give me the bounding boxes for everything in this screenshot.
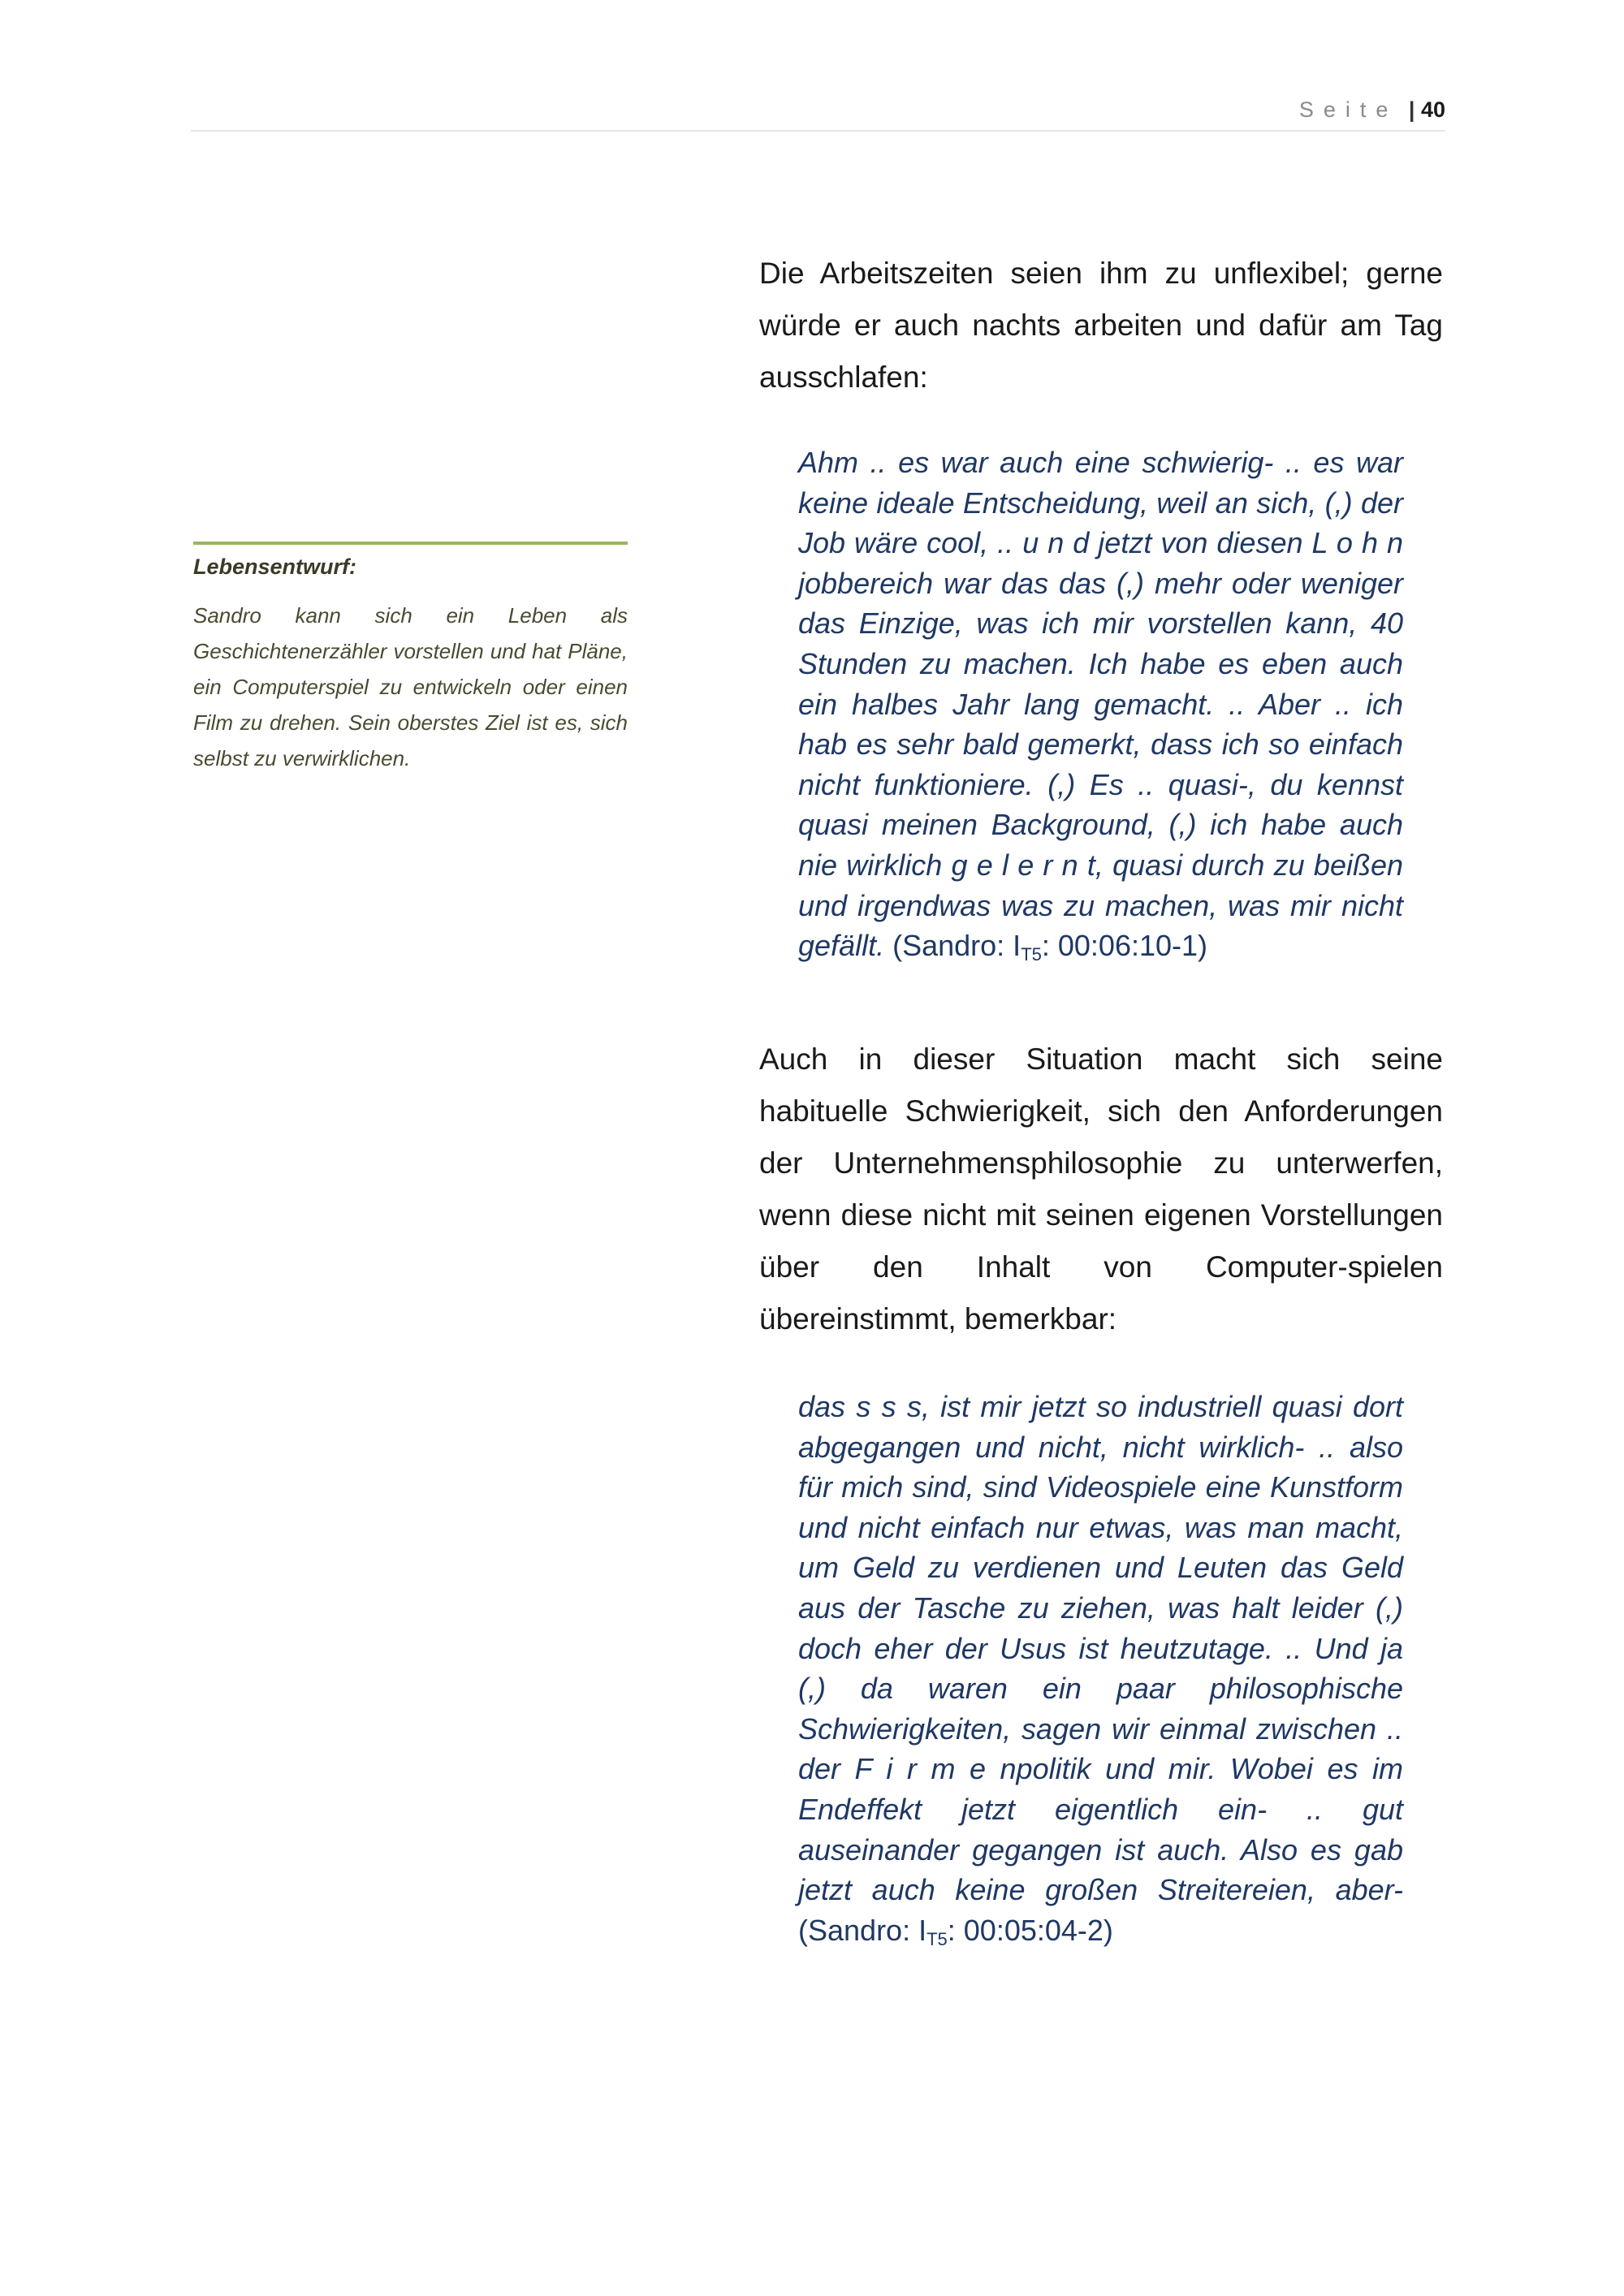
- quote-2-cite-open: (Sandro: I: [798, 1913, 927, 1947]
- quote-1-cite-close: : 00:06:10-1): [1041, 929, 1208, 963]
- paragraph-2: Auch in dieser Situation macht sich seine habituelle Schwierigkeit, sich den Anforderungen der Unternehmensphilosophie zu unterwerfen, wenn diese nicht mit seinen eigenen Vorstellungen über den Inhalt von Computer-spielen übereinstimmt, bemerkbar:: [759, 1042, 1443, 1336]
- page-header: [191, 96, 1445, 132]
- margin-note-rule: [193, 542, 628, 545]
- page-number-label: [1299, 97, 1445, 123]
- quote-2-cite-close: : 00:05:04-2): [947, 1913, 1113, 1947]
- page-separator: |: [1408, 97, 1415, 122]
- quote-1-text: Ahm .. es war auch eine schwierig- .. es war keine ideale Entscheidung, weil an sich, (,) der Job wäre cool, .. u n d jetzt von diesen L o h n jobbereich war das das (,) mehr oder weniger das Einzige, was ich mir vorstellen kann, 40 Stunden zu machen. Ich habe es eben auch ein halbes Jahr lang gemacht. .. Aber .. ich hab es sehr bald gemerkt, dass ich so einfach nicht funktioniere. (,) Es .. quasi-, du kennst quasi meinen Background, (,) ich habe auch nie wirklich g e l e r n t, quasi durch zu beißen und irgendwas was zu machen, was mir nicht gefällt.: [798, 446, 1403, 963]
- quote-1-citation: [892, 929, 1208, 965]
- block-quote-1: [798, 442, 1403, 975]
- margin-note: [193, 542, 628, 776]
- page-label: Seite: [1298, 97, 1398, 122]
- quote-2-citation: [798, 1914, 1113, 1947]
- quote-2-cite-sub: T5: [926, 1928, 948, 1949]
- block-quote-2: [798, 1387, 1403, 1959]
- margin-note-text: Sandro kann sich ein Leben als Geschichtenerzähler vorstellen und hat Pläne, ein Computerspiel zu entwickeln oder einen Film zu drehen. Sein oberstes Ziel ist es, sich selbst zu verwirklichen.: [193, 603, 628, 770]
- quote-2-text: das s s s, ist mir jetzt so industriell quasi dort abgegangen und nicht, nicht wirklich- .. also für mich sind, sind Videospiele eine Kunstform und nicht einfach nur etwas, was man macht, um Geld zu verdienen und Leuten das Geld aus der Tasche zu ziehen, was halt leider (,) doch eher der Usus ist heutzutage. .. Und ja (,) da waren ein paar philosophische Schwierigkeiten, sagen wir einmal zwischen .. der F i r m e npolitik und mir. Wobei es im Endeffekt jetzt eigentlich ein- .. gut auseinander gegangen ist auch. Also es gab jetzt auch keine großen Streitereien, aber-: [798, 1390, 1403, 1907]
- margin-note-title: Lebensentwurf:: [193, 555, 357, 579]
- quote-1-cite-open: (Sandro: I: [892, 929, 1021, 963]
- page-number: 40: [1420, 97, 1445, 122]
- quote-1-cite-sub: T5: [1021, 944, 1042, 965]
- paragraph-1: Die Arbeitszeiten seien ihm zu unflexibel; gerne würde er auch nachts arbeiten und dafür am Tag ausschlafen:: [759, 257, 1443, 394]
